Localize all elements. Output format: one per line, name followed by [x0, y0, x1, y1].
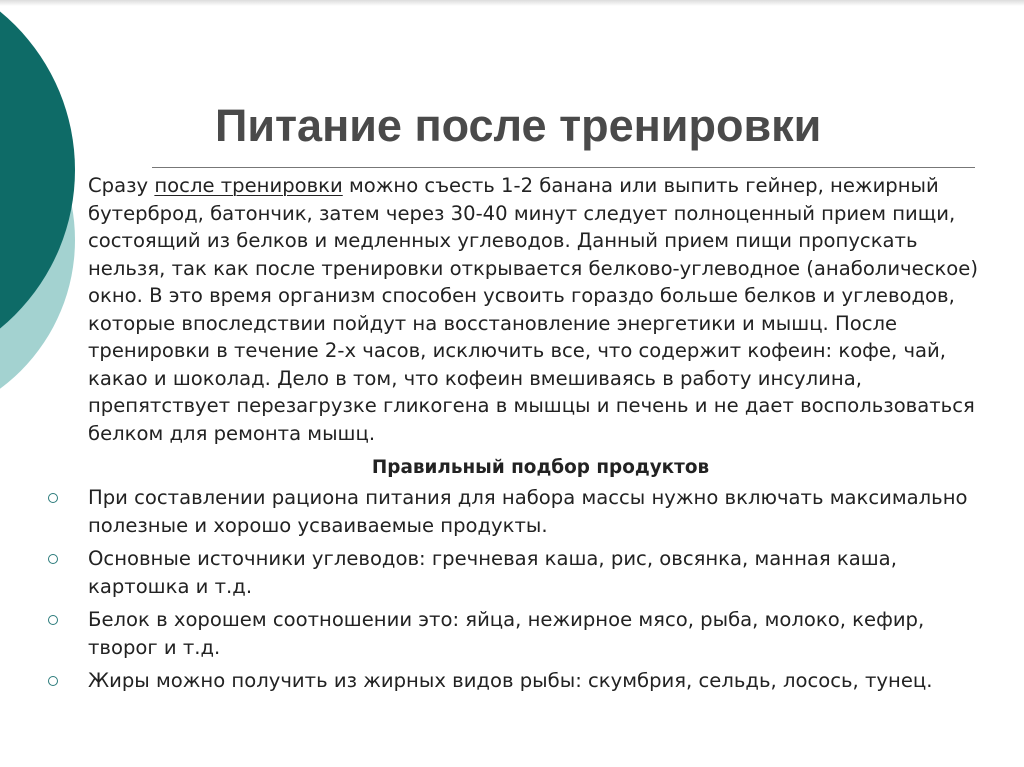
bullet-text: Жиры можно получить из жирных видов рыбы: скумбрия, сельдь, лосось, тунец.: [88, 669, 933, 692]
bullet-item: [88, 484, 993, 539]
bullet-text: Белок в хорошем соотношении это: яйца, нежирное мясо, рыба, молоко, кефир, творог и т.д.: [88, 608, 925, 659]
bullet-item: [88, 606, 993, 661]
hollow-circle-bullet-icon: [48, 554, 58, 564]
bullet-text: При составлении рациона питания для набора массы нужно включать максимально полезные и хорошо усваиваемые продукты.: [88, 486, 968, 537]
product-bullet-list: [88, 484, 993, 695]
hollow-circle-bullet-icon: [48, 615, 58, 625]
bullet-item: [88, 545, 993, 600]
section-subheading: Правильный подбор продуктов: [371, 457, 710, 478]
bullet-item: [88, 667, 993, 695]
title-divider: [152, 167, 975, 168]
intro-link[interactable]: после тренировки: [154, 174, 343, 197]
bullet-text: Основные источники углеводов: гречневая каша, рис, овсянка, манная каша, картошка и т.д.: [88, 547, 897, 598]
top-shadow: [0, 0, 1024, 6]
slide-title: Питание после тренировки: [215, 100, 822, 151]
intro-paragraph: [88, 172, 993, 447]
hollow-circle-bullet-icon: [48, 676, 58, 686]
intro-rest: можно съесть 1-2 банана или выпить гейнер, нежирный бутерброд, батончик, затем через 30-40 минут следует полноценный прием пищи, состоящий из белков и медленных углеводов. Данный прием пищи пропускать нельзя, так как после тренировки открывается белково-углеводное (анаболическое) окно. В это время организм способен усвоить гораздо больше белков и углеводов, которые впоследствии пойдут на восстановление энергетики и мышц. После тренировки в течение 2-х часов, исключить все, что содержит кофеин: кофе, чай, какао и шоколад. Дело в том, что кофеин вмешиваясь в работу инсулина, препятствует перезагрузке гликогена в мышцы и печень и не дает воспользоваться белком для ремонта мышц.: [88, 174, 978, 445]
intro-start: Сразу: [88, 174, 155, 197]
hollow-circle-bullet-icon: [48, 493, 58, 503]
slide-body: [88, 172, 993, 701]
